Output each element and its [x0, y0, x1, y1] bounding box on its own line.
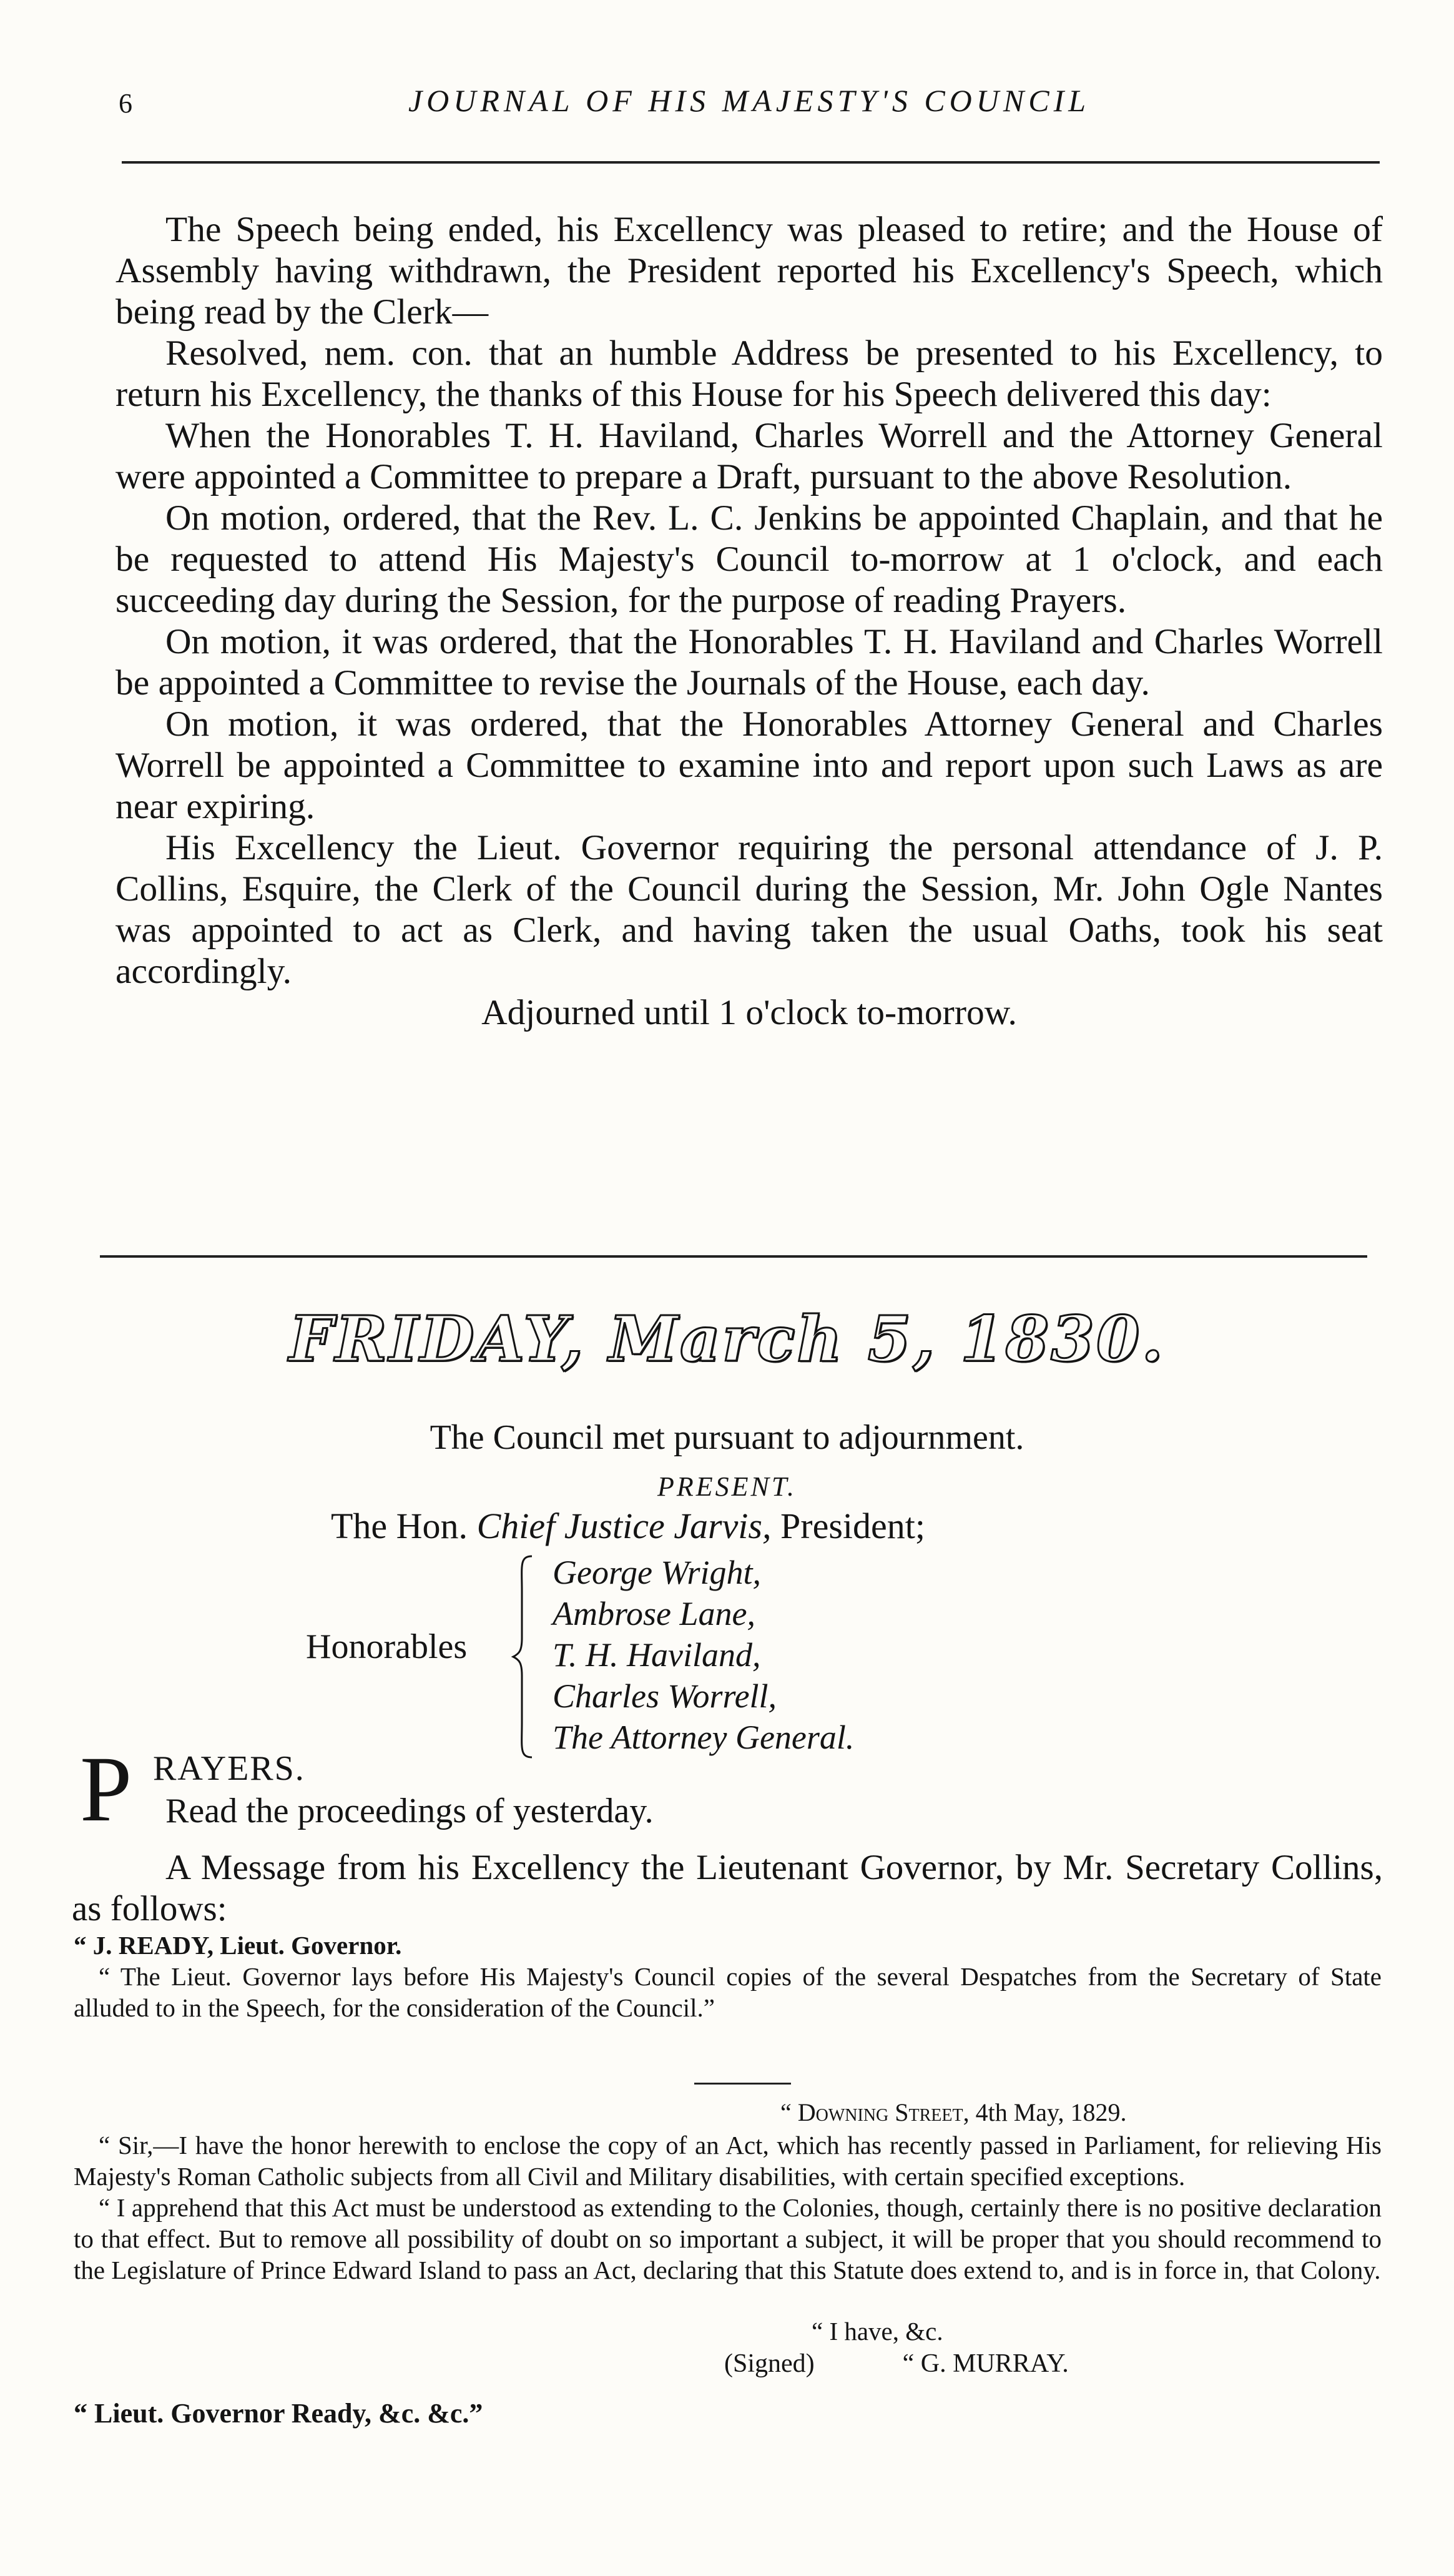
prayers-drop-cap: P: [80, 1737, 132, 1841]
paragraph-chaplain: On motion, ordered, that the Rev. L. C. Jenkins be appointed Chaplain, and that he be requested to attend His Majesty's Council to-morrow at 1 o'clock, and each succeeding day during the Session, for the purpose of reading Prayers.: [115, 498, 1383, 620]
signature-line: [724, 2348, 1069, 2379]
members-brace: [511, 1554, 536, 1760]
president-prefix: The Hon.: [331, 1506, 468, 1546]
adjourned-line: Adjourned until 1 o'clock to-morrow.: [481, 993, 1017, 1032]
paragraph-address-committee: When the Honorables T. H. Haviland, Charles Worrell and the Attorney General were appointed a Committee to prepare a Draft, pursuant to the above Resolution.: [115, 416, 1383, 496]
letter-paragraph-act: “ Sir,—I have the honor herewith to enclose the copy of an Act, which has recently passed in Parliament, for relieving His Majesty's Roman Catholic subjects from all Civil and Military disabilities, with certain specified exceptions.: [74, 2131, 1382, 2191]
proceedings-text: [115, 209, 1383, 1034]
running-head: JOURNAL OF HIS MAJESTY'S COUNCIL: [408, 83, 1091, 118]
page-header: [119, 82, 1380, 126]
present-label: PRESENT.: [657, 1471, 797, 1502]
message-signatory: “ J. READY, Lieut. Governor.: [74, 1931, 402, 1960]
letter-dateline: [780, 2097, 1126, 2128]
message-body-text: “ The Lieut. Governor lays before His Majesty's Council copies of the several Despatches from the Secretary of State alluded to in the Speech, for the consideration of the Council.”: [74, 1962, 1382, 2022]
member-ambrose-lane: Ambrose Lane,: [553, 1595, 755, 1632]
read-proceedings-line: Read the proceedings of yesterday.: [165, 1792, 654, 1830]
prayers-heading: RAYERS.: [153, 1749, 305, 1788]
president-name: Chief Justice Jarvis,: [476, 1506, 772, 1546]
council-met-line: The Council met pursuant to adjournment.: [430, 1418, 1024, 1457]
page-number: 6: [119, 88, 132, 119]
day-heading: FRIDAY, March 5, 1830.: [288, 1302, 1166, 1376]
letter-rule: [694, 2083, 791, 2085]
section-rule: [100, 1255, 1367, 1258]
member-attorney-general: The Attorney General.: [553, 1719, 855, 1756]
dateline-date: 4th May, 1829.: [975, 2098, 1127, 2126]
paragraph-journals-committee: On motion, it was ordered, that the Honorables T. H. Haviland and Charles Worrell be appointed a Committee to revise the Journals of the House, each day.: [115, 622, 1383, 703]
dateline-street: “ Downing Street,: [780, 2098, 970, 2126]
paragraph-speech-ended: The Speech being ended, his Excellency was pleased to retire; and the House of Assembly having withdrawn, the President reported his Excellency's Speech, which being read by the Clerk—: [115, 210, 1383, 332]
member-th-haviland: T. H. Haviland,: [553, 1636, 761, 1674]
letter-addressee: “ Lieut. Governor Ready, &c. &c.”: [74, 2398, 483, 2429]
members-list: [553, 1552, 854, 1758]
letter-body: [74, 2129, 1382, 2286]
signature-name: “ G. MURRAY.: [902, 2349, 1069, 2378]
letter-closing: “ I have, &c.: [812, 2317, 943, 2346]
letter-paragraph-colonies: “ I apprehend that this Act must be understood as extending to the Colonies, though, certainly there is no positive declaration to that effect. But to remove all possibility of doubt on so important a subject, it will be proper that you should recommend to the Legislature of Prince Edward Island to pass an Act, declaring that this Statute does extend to, and is in force in, that Colony.: [74, 2193, 1382, 2284]
member-charles-worrell: Charles Worrell,: [553, 1677, 777, 1715]
message-intro: [72, 1847, 1383, 1930]
header-rule: [122, 161, 1380, 164]
paragraph-resolved: Resolved, nem. con. that an humble Address be presented to his Excellency, to return his Excellency, the thanks of this House for his Speech delivered this day:: [115, 333, 1383, 414]
message-body: [74, 1961, 1382, 2023]
member-george-wright: George Wright,: [553, 1554, 761, 1591]
president-title: President;: [780, 1506, 925, 1546]
message-intro-text: A Message from his Excellency the Lieutenant Governor, by Mr. Secretary Collins, as follows:: [72, 1848, 1383, 1928]
paragraph-laws-committee: On motion, it was ordered, that the Honorables Attorney General and Charles Worrell be appointed a Committee to examine into and report upon such Laws as are near expiring.: [115, 704, 1383, 826]
paragraph-clerk: His Excellency the Lieut. Governor requiring the personal attendance of J. P. Collins, Esquire, the Clerk of the Council during the Session, Mr. John Ogle Nantes was appointed to act as Clerk, and having taken the usual Oaths, took his seat accordingly.: [115, 828, 1383, 991]
signed-label: (Signed): [724, 2349, 815, 2378]
president-line: [331, 1505, 925, 1547]
honorables-label: Honorables: [306, 1627, 468, 1666]
